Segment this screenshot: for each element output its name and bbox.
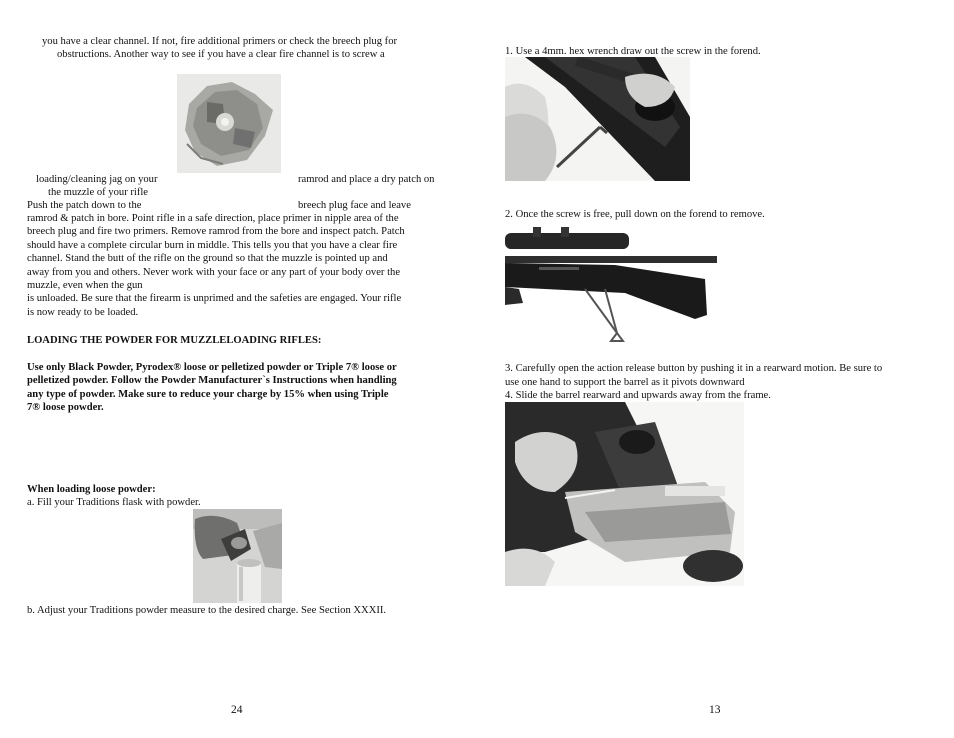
instruction-paragraph bbox=[27, 212, 447, 319]
paragraph-line: is now ready to be loaded. bbox=[27, 306, 139, 318]
paragraph-line: breech plug and fire two primers. Remove ramrod from the bore and inspect patch. Patch bbox=[27, 226, 405, 238]
powder-warning bbox=[27, 361, 447, 415]
step-b: b. Adjust your Traditions powder measure to the desired charge. See Section XXXII. bbox=[27, 605, 387, 616]
paragraph-line: muzzle, even when the gun bbox=[27, 280, 143, 292]
left-page-number: 24 bbox=[231, 704, 243, 716]
step-3-line-2: use one hand to support the barrel as it pivots downward bbox=[505, 377, 745, 388]
step-4: 4. Slide the barrel rearward and upwards away from the frame. bbox=[505, 390, 771, 401]
step-1: 1. Use a 4mm. hex wrench draw out the screw in the forend. bbox=[505, 46, 761, 57]
step-2: 2. Once the screw is free, pull down on the forend to remove. bbox=[505, 209, 765, 220]
action-opening-photo bbox=[505, 402, 744, 586]
rifle-forend-photo bbox=[505, 223, 717, 356]
push-text-left: Push the patch down to the bbox=[27, 200, 142, 211]
jag-text-left: loading/cleaning jag on your bbox=[36, 174, 158, 185]
step-3-line-1: 3. Carefully open the action release button by pushing it in a rearward motion. Be sure to bbox=[505, 363, 883, 374]
warning-line: Use only Black Powder, Pyrodex® loose or pelletized powder or Triple 7® loose or bbox=[27, 362, 397, 373]
powder-heading: LOADING THE POWDER FOR MUZZLELOADING RIFLES: bbox=[27, 335, 322, 346]
warning-line: pelletized powder. Follow the Powder Manufacturer`s Instructions when handling bbox=[27, 375, 397, 387]
jag-text-right: ramrod and place a dry patch on bbox=[298, 174, 435, 185]
push-text-right: breech plug face and leave bbox=[298, 200, 411, 211]
warning-line: 7® loose powder. bbox=[27, 402, 104, 414]
burned-patch-photo bbox=[177, 74, 281, 173]
flask-pouring-photo bbox=[193, 509, 282, 603]
intro-line-1: you have a clear channel. If not, fire additional primers or check the breech plug for bbox=[42, 36, 398, 47]
paragraph-line: ramrod & patch in bore. Point rifle in a safe direction, place primer in nipple area of the bbox=[27, 213, 399, 224]
loose-powder-heading: When loading loose powder: bbox=[27, 484, 156, 495]
muzzle-text: the muzzle of your rifle bbox=[48, 187, 149, 198]
right-page-number: 13 bbox=[709, 704, 721, 716]
hex-wrench-photo bbox=[505, 57, 690, 181]
intro-line-2: obstructions. Another way to see if you have a clear fire channel is to screw a bbox=[57, 49, 385, 60]
warning-line: any type of powder. Make sure to reduce your charge by 15% when using Triple bbox=[27, 388, 389, 400]
paragraph-line: away from you and others. Never work with your face or any part of your body over the bbox=[27, 266, 401, 278]
paragraph-line: is unloaded. Be sure that the firearm is unprimed and the safeties are engaged. Your rifle bbox=[27, 293, 402, 305]
paragraph-line: channel. Stand the butt of the rifle on the ground so that the muzzle is pointed up and bbox=[27, 253, 388, 265]
step-a: a. Fill your Traditions flask with powder. bbox=[27, 497, 201, 508]
paragraph-line: should have a complete circular burn in middle. This tells you that you have a clear fire bbox=[27, 239, 398, 251]
